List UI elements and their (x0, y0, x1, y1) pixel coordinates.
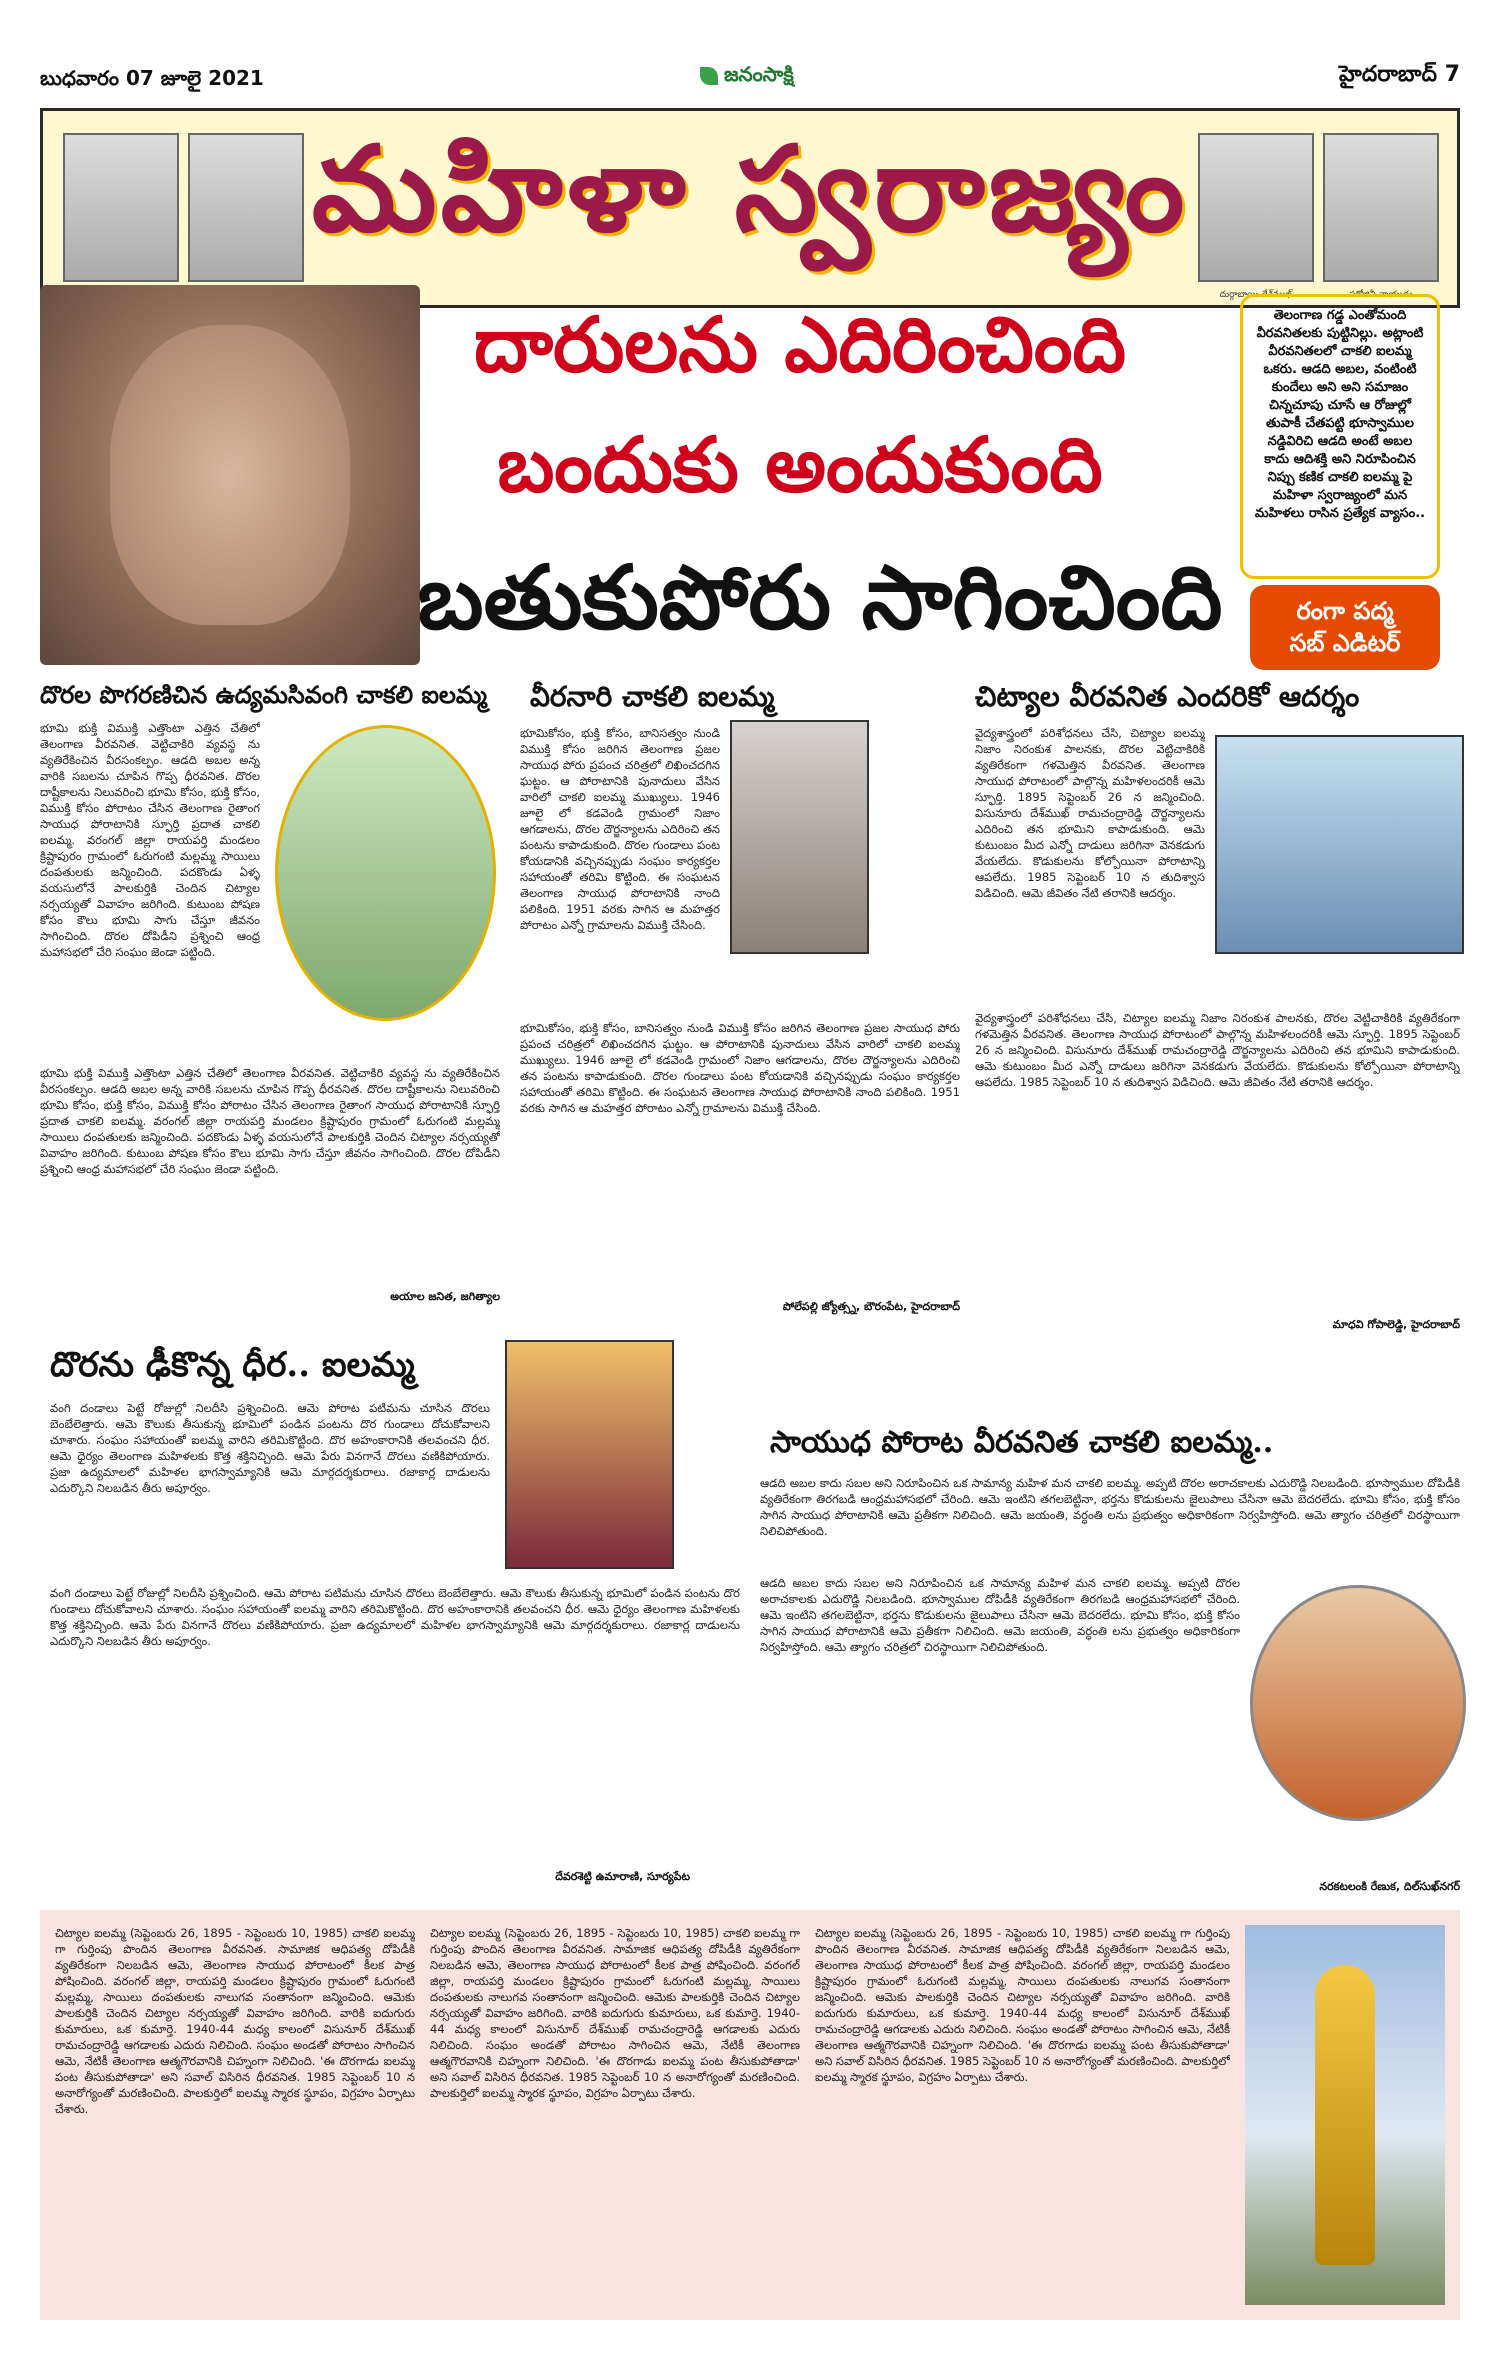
masthead-bar (40, 60, 1460, 100)
article-4-author-photo (505, 1340, 674, 1569)
article-1-title: దొరల పొగరణిచిన ఉద్యమసివంగి చాకలి ఐలమ్మ (40, 680, 487, 709)
portrait-caption: సరోజినీ నాయుడు (1349, 290, 1413, 300)
article-2-credit: పోలేపల్లి జ్యోత్స్న, బౌరంపేట, హైదరాబాద్ (782, 1300, 960, 1313)
biography-col-3: చిట్యాల ఐలమ్మ (సెప్టెంబరు 26, 1895 - సెప్టెంబరు 10, 1985) చాకలి ఐలమ్మ గా గుర్తింపు పొందిన తెలంగాణ వీరవనిత. సామాజిక ఆధిపత్య దోపిడీకి వ్యతిరేకంగా నిలబడిన ఆమె, తెలంగాణ సాయుధ పోరాటంలో కీలక పాత్ర పోషించింది. వరంగల్ జిల్లా, రాయపర్తి మండలం క్రిష్టాపురం గ్రామంలో ఓరుగంటి మల్లమ్మ, సాయిలు దంపతులకు నాలుగవ సంతానంగా జన్మించింది. ఆమెకు పాలకుర్తికి చెందిన చిట్యాల నర్సయ్యతో వివాహం జరిగింది. వారికి ఐదుగురు కుమారులు, ఒక కుమార్తె. 1940-44 మధ్య కాలంలో విసునూర్ దేశ్‌ముఖ్ రామచంద్రారెడ్డి ఆగడాలకు ఎదురు నిలిచింది. సంఘం అండతో పోరాటం సాగించిన ఆమె, నేటికీ తెలంగాణ ఆత్మగౌరవానికి చిహ్నంగా నిలిచింది. 'ఈ దొరగాడు ఐలమ్మ పంట తీసుకుపోతాడా' అని సవాల్ విసిరిన ధీరవనిత. 1985 సెప్టెంబర్ 10 న అనారోగ్యంతో మరణించింది. పాలకుర్తిలో ఐలమ్మ స్మారక స్థూపం, విగ్రహం ఏర్పాటు చేశారు. (815, 1926, 1230, 2084)
article-4-credit: దేవరశెట్టి ఉమారాణి, సూర్యపేట (555, 1870, 690, 1883)
aylamma-portrait-photo (40, 285, 420, 665)
biography-col-2: చిట్యాల ఐలమ్మ (సెప్టెంబరు 26, 1895 - సెప్టెంబరు 10, 1985) చాకలి ఐలమ్మ గా గుర్తింపు పొందిన తెలంగాణ వీరవనిత. సామాజిక ఆధిపత్య దోపిడీకి వ్యతిరేకంగా నిలబడిన ఆమె, తెలంగాణ సాయుధ పోరాటంలో కీలక పాత్ర పోషించింది. వరంగల్ జిల్లా, రాయపర్తి మండలం క్రిష్టాపురం గ్రామంలో ఓరుగంటి మల్లమ్మ, సాయిలు దంపతులకు నాలుగవ సంతానంగా జన్మించింది. ఆమెకు పాలకుర్తికి చెందిన చిట్యాల నర్సయ్యతో వివాహం జరిగింది. వారికి ఐదుగురు కుమారులు, ఒక కుమార్తె. 1940-44 మధ్య కాలంలో విసునూర్ దేశ్‌ముఖ్ రామచంద్రారెడ్డి ఆగడాలకు ఎదురు నిలిచింది. సంఘం అండతో పోరాటం సాగించిన ఆమె, నేటికీ తెలంగాణ ఆత్మగౌరవానికి చిహ్నంగా నిలిచింది. 'ఈ దొరగాడు ఐలమ్మ పంట తీసుకుపోతాడా' అని సవాల్ విసిరిన ధీరవనిత. 1985 సెప్టెంబర్ 10 న అనారోగ్యంతో మరణించింది. పాలకుర్తిలో ఐలమ్మ స్మారక స్థూపం, విగ్రహం ఏర్పాటు చేశారు. (430, 1926, 800, 2100)
edition-city (1339, 62, 1460, 92)
city-name: హైదరాబాద్ (1339, 62, 1438, 87)
page-number: 7 (1444, 62, 1460, 87)
statue-figure (1315, 1965, 1375, 2265)
article-2-author-photo (730, 720, 869, 954)
headline-line-3: బతుకుపోరు సాగించింది (417, 545, 1223, 649)
article-4-body-b: వంగి దండాలు పెట్టే రోజుల్లో నిలదీసి ప్రశ్నించింది. ఆమె పోరాట పటిమను చూసిన దొరలు బెంబేలెత్తారు. ఆమె కౌలుకు తీసుకున్న భూమిలో పండిన పంటను దొర గుండాలు దోచుకోవాలని చూశారు. సంఘం సహాయంతో ఐలమ్మ వారిని తరిమికొట్టింది. దొర అహంకారానికి తలవంచని ధీర. ఆమె ధైర్యం తెలంగాణ మహిళలకు కొత్త శక్తినిచ్చింది. ఆమె పేరు వినగానే దొరలు వణికిపోయారు. ప్రజా ఉద్యమాలలో మహిళల భాగస్వామ్యానికి ఆమె మార్గదర్శకురాలు. రజాకార్ల దాడులను ఎదుర్కొని నిలబడిన తీరు అపూర్వం. (50, 1586, 740, 1648)
article-1-credit: అయాల జనిత, జగిత్యాల (390, 1290, 500, 1303)
article-2-title: వీరనారి చాకలి ఐలమ్మ (530, 680, 775, 713)
article-3-body-a: వైద్యశాస్త్రంలో పరిశోధనలు చేసి, చిట్యాల ఐలమ్మ నిజాం నిరంకుశ పాలనకు, దొరల వెట్టిచాకిరికి వ్యతిరేకంగా గళమెత్తిన వీరవనిత. తెలంగాణ సాయుధ పోరాటంలో పాల్గొన్న మహిళలందరికీ ఆమె స్ఫూర్తి. 1895 సెప్టెంబర్ 26 న జన్మించింది. విసునూరు దేశ్‌ముఖ్ రామచంద్రారెడ్డి దౌర్జన్యాలను ఎదిరించి తన భూమిని కాపాడుకుంది. ఆమె కుటుంబం మీద ఎన్నో దాడులు జరిగినా వెనకడుగు వేయలేదు. కొడుకులను కోల్పోయినా పోరాటాన్ని ఆపలేదు. 1985 సెప్టెంబర్ 10 న తుదిశ్వాస విడిచింది. ఆమె జీవితం నేటి తరానికి ఆదర్శం. (975, 726, 1205, 900)
article-2-body-a: భూమికోసం, భుక్తి కోసం, బానిసత్వం నుండి విముక్తి కోసం జరిగిన తెలంగాణ ప్రజల సాయుధ పోరు ప్రపంచ చరిత్రలో లిఖించదగిన ఘట్టం. ఆ పోరాటానికి పునాదులు వేసిన వారిలో చాకలి ఐలమ్మ ముఖ్యులు. 1946 జూలై లో కడవెండి గ్రామంలో నిజాం ఆగడాలను, దొరల దౌర్జన్యాలను ఎదిరించి తన పంటను కాపాడుకుంది. దొరల గుండాలు పంట కోయడానికి వచ్చినప్పుడు సంఘం కార్యకర్తల సహాయంతో తరిమి కొట్టింది. ఈ సంఘటన తెలంగాణ సాయుధ పోరాటానికి నాంది పలికింది. 1951 వరకు సాగిన ఆ మహత్తర పోరాటం ఎన్నో గ్రామాలను విముక్తి చేసింది. (520, 726, 720, 932)
article-5-body-a: ఆడది అబల కాదు సబల అని నిరూపించిన ఒక సామాన్య మహిళ మన చాకలి ఐలమ్మ. అప్పటి దొరల అరాచకాలకు ఎదురొడ్డి నిలబడింది. భూస్వాముల దోపిడీకి వ్యతిరేకంగా తిరగబడి ఆంధ్రమహాసభలో చేరింది. ఆమె ఇంటిని తగలబెట్టినా, భర్తను కొడుకులను జైలుపాలు చేసినా ఆమె బెదరలేదు. భూమి కోసం, భుక్తి కోసం సాగిన సాయుధ పోరాటానికి ఆమె ప్రతీకగా నిలిచింది. ఆమె జయంతి, వర్ధంతి లను ప్రభుత్వం అధికారికంగా నిర్వహిస్తోంది. ఆమె త్యాగం చరిత్రలో చిరస్థాయిగా నిలిచిపోతుంది. (760, 1476, 1460, 1538)
intro-box: తెలంగాణ గడ్డ ఎంతోమంది వీరవనితలకు పుట్టినిల్లు. అట్లాంటి వీరవనితలలో చాకలి ఐలమ్మ ఒకరు. ఆడది అబల, వంటింటి కుందేలు అని అని సమాజం చిన్నచూపు చూసే ఆ రోజుల్లో తుపాకీ చేతపట్టి భూస్వాముల నడ్డివిరిచి ఆడది అంటే అబల కాదు ఆదిశక్తి అని నిరూపించిన నిప్పు కణిక చాకలి ఐలమ్మ పై మహిళా స్వరాజ్యంలో మన మహిళలు రాసిన ప్రత్యేక వ్యాసం.. (1240, 294, 1440, 579)
newspaper-logo (700, 62, 794, 91)
issue-date: బుధవారం 07 జూలై 2021 (40, 66, 264, 90)
article-2-body-b: భూమికోసం, భుక్తి కోసం, బానిసత్వం నుండి విముక్తి కోసం జరిగిన తెలంగాణ ప్రజల సాయుధ పోరు ప్రపంచ చరిత్రలో లిఖించదగిన ఘట్టం. ఆ పోరాటానికి పునాదులు వేసిన వారిలో చాకలి ఐలమ్మ ముఖ్యులు. 1946 జూలై లో కడవెండి గ్రామంలో నిజాం ఆగడాలను, దొరల దౌర్జన్యాలను ఎదిరించి తన పంటను కాపాడుకుంది. దొరల గుండాలు పంట కోయడానికి వచ్చినప్పుడు సంఘం కార్యకర్తల సహాయంతో తరిమి కొట్టింది. ఈ సంఘటన తెలంగాణ సాయుధ పోరాటానికి నాంది పలికింది. 1951 వరకు సాగిన ఆ మహత్తర పోరాటం ఎన్నో గ్రామాలను విముక్తి చేసింది. (520, 1021, 960, 1115)
face-illustration (110, 325, 350, 625)
author-role: సబ్ ఎడిటర్ (1289, 629, 1401, 657)
article-3-title: చిట్యాల వీరవనిత ఎందరికో ఆదర్శం (975, 680, 1360, 713)
article-5-title: సాయుధ పోరాట వీరవనిత చాకలి ఐలమ్మ.. (770, 1425, 1274, 1460)
section-banner (40, 108, 1460, 308)
headline-line-2: బందుకు అందుకుంది (497, 420, 1103, 509)
article-5-author-photo (1250, 1585, 1466, 1821)
article-3-body-b: వైద్యశాస్త్రంలో పరిశోధనలు చేసి, చిట్యాల ఐలమ్మ నిజాం నిరంకుశ పాలనకు, దొరల వెట్టిచాకిరికి వ్యతిరేకంగా గళమెత్తిన వీరవనిత. తెలంగాణ సాయుధ పోరాటంలో పాల్గొన్న మహిళలందరికీ ఆమె స్ఫూర్తి. 1895 సెప్టెంబర్ 26 న జన్మించింది. విసునూరు దేశ్‌ముఖ్ రామచంద్రారెడ్డి దౌర్జన్యాలను ఎదిరించి తన భూమిని కాపాడుకుంది. ఆమె కుటుంబం మీద ఎన్నో దాడులు జరిగినా వెనకడుగు వేయలేదు. కొడుకులను కోల్పోయినా పోరాటాన్ని ఆపలేదు. 1985 సెప్టెంబర్ 10 న తుదిశ్వాస విడిచింది. ఆమె జీవితం నేటి తరానికి ఆదర్శం. (975, 1011, 1460, 1089)
banner-title: మహిళా స్వరాజ్యం (311, 119, 1189, 258)
logo-text: జనంసాక్షి (724, 62, 794, 86)
article-4-title: దొరను ఢీకొన్న ధీర.. ఐలమ్మ (50, 1345, 415, 1385)
article-5-credit: నరకటలంకి రేణుక, దిల్‌సుఖ్‌నగర్ (1319, 1880, 1460, 1893)
portrait-caption: దుర్గాబాయి దేశ్‌ముఖ్ (1219, 290, 1293, 300)
article-4-body-a: వంగి దండాలు పెట్టే రోజుల్లో నిలదీసి ప్రశ్నించింది. ఆమె పోరాట పటిమను చూసిన దొరలు బెంబేలెత్తారు. ఆమె కౌలుకు తీసుకున్న భూమిలో పండిన పంటను దొర గుండాలు దోచుకోవాలని చూశారు. సంఘం సహాయంతో ఐలమ్మ వారిని తరిమికొట్టింది. దొర అహంకారానికి తలవంచని ధీర. ఆమె ధైర్యం తెలంగాణ మహిళలకు కొత్త శక్తినిచ్చింది. ఆమె పేరు వినగానే దొరలు వణికిపోయారు. ప్రజా ఉద్యమాలలో మహిళల భాగస్వామ్యానికి ఆమె మార్గదర్శకురాలు. రజాకార్ల దాడులను ఎదుర్కొని నిలబడిన తీరు అపూర్వం. (50, 1401, 490, 1495)
article-1-author-photo (275, 725, 496, 1021)
leaf-icon (700, 67, 718, 85)
article-3-author-photo (1215, 735, 1464, 954)
article-3-credit: మాధవి గోపాలెడ్డి, హైదరాబాద్ (1332, 1318, 1460, 1331)
author-box (1250, 585, 1440, 670)
article-5-body-b: ఆడది అబల కాదు సబల అని నిరూపించిన ఒక సామాన్య మహిళ మన చాకలి ఐలమ్మ. అప్పటి దొరల అరాచకాలకు ఎదురొడ్డి నిలబడింది. భూస్వాముల దోపిడీకి వ్యతిరేకంగా తిరగబడి ఆంధ్రమహాసభలో చేరింది. ఆమె ఇంటిని తగలబెట్టినా, భర్తను కొడుకులను జైలుపాలు చేసినా ఆమె బెదరలేదు. భూమి కోసం, భుక్తి కోసం సాగిన సాయుధ పోరాటానికి ఆమె ప్రతీకగా నిలిచింది. ఆమె జయంతి, వర్ధంతి లను ప్రభుత్వం అధికారికంగా నిర్వహిస్తోంది. ఆమె త్యాగం చరిత్రలో చిరస్థాయిగా నిలిచిపోతుంది. (760, 1576, 1240, 1654)
aylamma-statue-photo (1245, 1925, 1445, 2305)
biography-col-1: చిట్యాల ఐలమ్మ (సెప్టెంబరు 26, 1895 - సెప్టెంబరు 10, 1985) చాకలి ఐలమ్మ గా గుర్తింపు పొందిన తెలంగాణ వీరవనిత. సామాజిక ఆధిపత్య దోపిడీకి వ్యతిరేకంగా నిలబడిన ఆమె, తెలంగాణ సాయుధ పోరాటంలో కీలక పాత్ర పోషించింది. వరంగల్ జిల్లా, రాయపర్తి మండలం క్రిష్టాపురం గ్రామంలో ఓరుగంటి మల్లమ్మ, సాయిలు దంపతులకు నాలుగవ సంతానంగా జన్మించింది. ఆమెకు పాలకుర్తికి చెందిన చిట్యాల నర్సయ్యతో వివాహం జరిగింది. వారికి ఐదుగురు కుమారులు, ఒక కుమార్తె. 1940-44 మధ్య కాలంలో విసునూర్ దేశ్‌ముఖ్ రామచంద్రారెడ్డి ఆగడాలకు ఎదురు నిలిచింది. సంఘం అండతో పోరాటం సాగించిన ఆమె, నేటికీ తెలంగాణ ఆత్మగౌరవానికి చిహ్నంగా నిలిచింది. 'ఈ దొరగాడు ఐలమ్మ పంట తీసుకుపోతాడా' అని సవాల్ విసిరిన ధీరవనిత. 1985 సెప్టెంబర్ 10 న అనారోగ్యంతో మరణించింది. పాలకుర్తిలో ఐలమ్మ స్మారక స్థూపం, విగ్రహం ఏర్పాటు చేశారు. (55, 1926, 415, 2116)
headline-line-1: దారులను ఎదిరించింది (473, 300, 1127, 389)
author-name: రంగా పద్మ (1296, 597, 1394, 625)
article-1-body-b: భూమి భుక్తి విముక్తి ఎత్తొంటా ఎత్తిన చేతిలో తెలంగాణ వీరవనిత. వెట్టిచాకిరి వ్యవస్థ ను వ్యతిరేకించిన వీరసంకల్పం. ఆడది అబల అన్న వారికి సబలను చూపిన గొప్ప ధీరవనిత. దొరల దాష్టీకాలను నిలువరించి భూమి కోసం, భుక్తి కోసం, విముక్తి కోసం పోరాటం చేసిన తెలంగాణ రైతాంగ సాయుధ పోరాటానికి స్ఫూర్తి ప్రదాత చాకలి ఐలమ్మ. వరంగల్ జిల్లా రాయపర్తి మండలం క్రిష్టాపురం గ్రామంలో ఓరుగంటి మల్లమ్మ సాయిలు దంపతులకు జన్మించింది. పదకొండు ఏళ్ళ వయసులోనే పాలకుర్తికి చెందిన చిట్యాల నర్సయ్యతో వివాహం జరిగింది. కుటుంబ పోషణ కోసం కౌలు భూమి సాగు చేస్తూ జీవనం సాగించింది. దొరల దోపిడీని ప్రశ్నించి ఆంధ్ర మహాసభలో చేరి సంఘం జెండా పట్టింది. (40, 1066, 500, 1176)
article-1-body-a: భూమి భుక్తి విముక్తి ఎత్తొంటా ఎత్తిన చేతిలో తెలంగాణ వీరవనిత. వెట్టిచాకిరి వ్యవస్థ ను వ్యతిరేకించిన వీరసంకల్పం. ఆడది అబల అన్న వారికి సబలను చూపిన గొప్ప ధీరవనిత. దొరల దాష్టీకాలను నిలువరించి భూమి కోసం, భుక్తి కోసం, విముక్తి కోసం పోరాటం చేసిన తెలంగాణ రైతాంగ సాయుధ పోరాటానికి స్ఫూర్తి ప్రదాత చాకలి ఐలమ్మ. వరంగల్ జిల్లా రాయపర్తి మండలం క్రిష్టాపురం గ్రామంలో ఓరుగంటి మల్లమ్మ సాయిలు దంపతులకు జన్మించింది. పదకొండు ఏళ్ళ వయసులోనే పాలకుర్తికి చెందిన చిట్యాల నర్సయ్యతో వివాహం జరిగింది. కుటుంబ పోషణ కోసం కౌలు భూమి సాగు చేస్తూ జీవనం సాగించింది. దొరల దోపిడీని ప్రశ్నించి ఆంధ్ర మహాసభలో చేరి సంఘం జెండా పట్టింది. (40, 721, 260, 959)
